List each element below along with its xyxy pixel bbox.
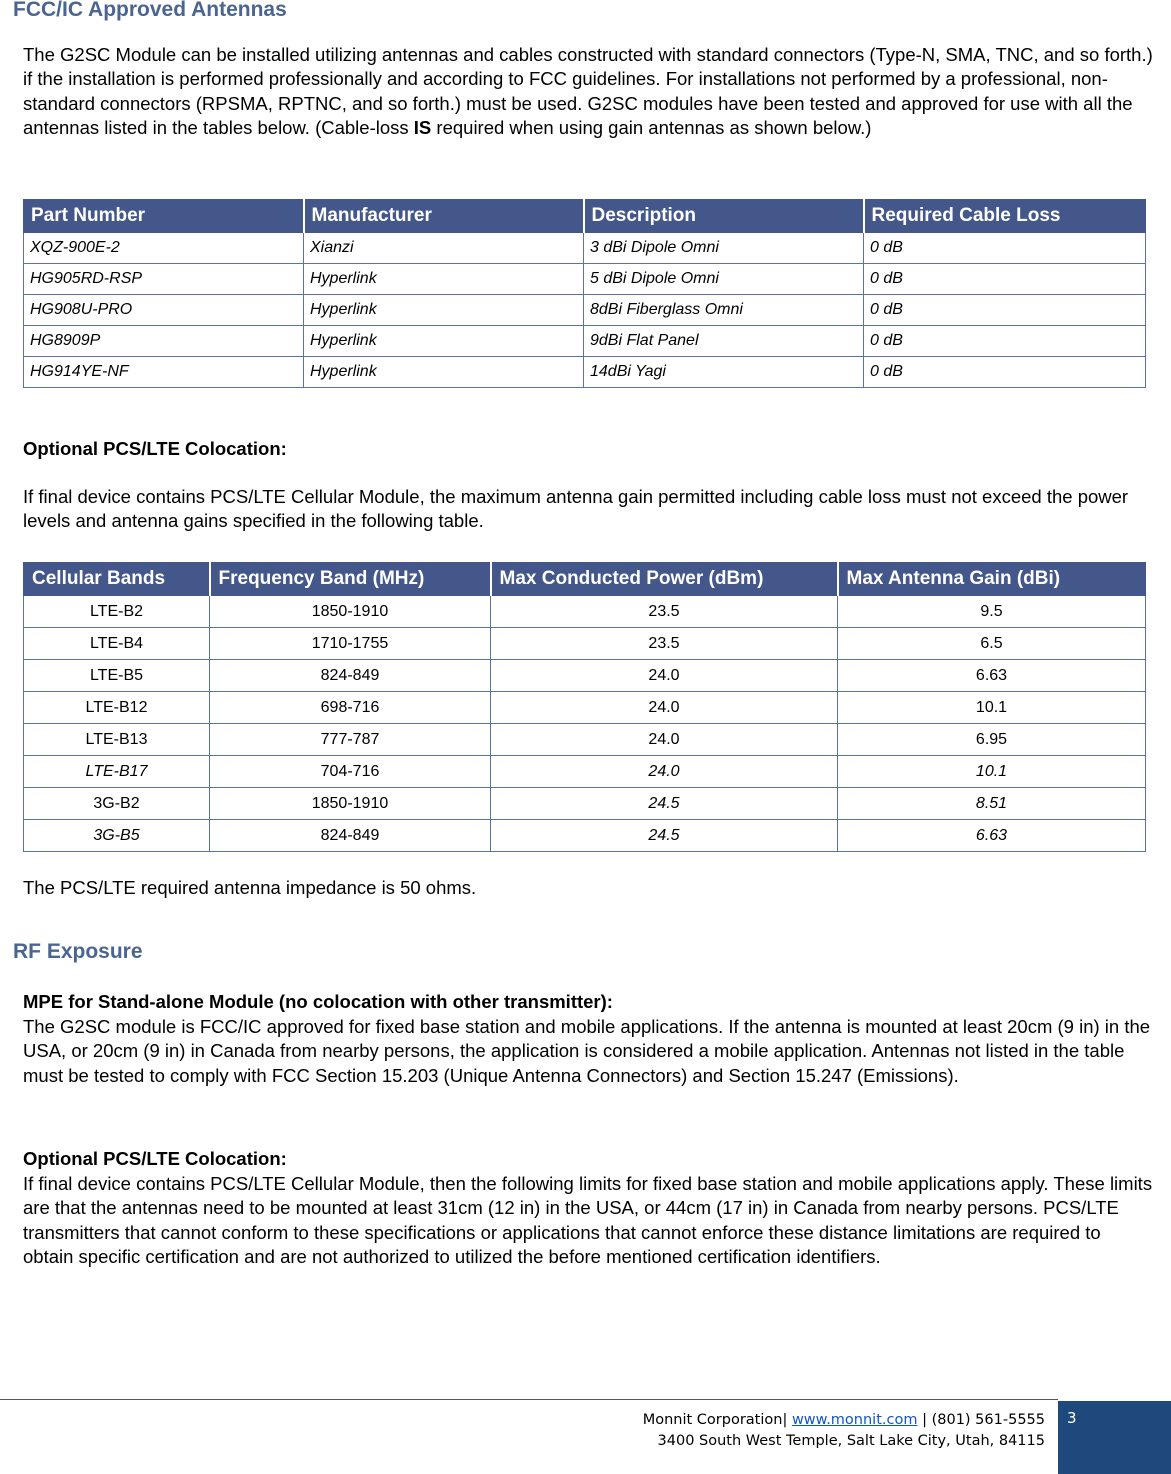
table-cell: 0 dB bbox=[864, 357, 1146, 388]
footer-phone: | (801) 561-5555 bbox=[917, 1412, 1045, 1428]
table-row bbox=[24, 756, 1146, 788]
footer-divider bbox=[0, 1399, 1058, 1400]
table-cell: 5 dBi Dipole Omni bbox=[584, 264, 864, 295]
table-cell: 6.95 bbox=[838, 724, 1146, 756]
table-cell: 3G-B2 bbox=[24, 788, 210, 820]
table-cell: HG8909P bbox=[24, 326, 304, 357]
table-cell: 24.0 bbox=[491, 724, 838, 756]
table-cell: Hyperlink bbox=[304, 264, 584, 295]
table-row bbox=[24, 233, 1146, 264]
impedance-note: The PCS/LTE required antenna impedance is 50 ohms. bbox=[23, 877, 477, 898]
intro-text: The G2SC Module can be installed utilizing antennas and cables constructed with standard connectors (Type-N, SMA, TNC, and so forth.) if the installation is performed professionally and according to FCC guidelines. For installations not performed by a professional, non-standard connectors (RPSMA, RPTNC, and so forth.) must be used. G2SC modules have been tested and approved for use with all the antennas listed in the tables below. (Cable-loss bbox=[23, 44, 1153, 139]
table-cell: HG905RD-RSP bbox=[24, 264, 304, 295]
column-header: Frequency Band (MHz) bbox=[210, 563, 491, 596]
intro-paragraph bbox=[23, 43, 1155, 141]
table-cell: LTE-B12 bbox=[24, 692, 210, 724]
table-cell: 0 dB bbox=[864, 233, 1146, 264]
table-cell: 24.5 bbox=[491, 820, 838, 852]
footer-company: Monnit Corporation| bbox=[642, 1412, 788, 1428]
table-row bbox=[24, 692, 1146, 724]
table-cell: LTE-B13 bbox=[24, 724, 210, 756]
table-cell: LTE-B17 bbox=[24, 756, 210, 788]
table-cell: 23.5 bbox=[491, 596, 838, 628]
table-cell: 8.51 bbox=[838, 788, 1146, 820]
page-number: 3 bbox=[1067, 1409, 1077, 1427]
table-header-row bbox=[24, 200, 1146, 233]
column-header: Max Conducted Power (dBm) bbox=[491, 563, 838, 596]
table-cell: 3G-B5 bbox=[24, 820, 210, 852]
footer-contact-line bbox=[643, 1410, 1045, 1431]
table-row bbox=[24, 295, 1146, 326]
table-row bbox=[24, 628, 1146, 660]
table-cell: 23.5 bbox=[491, 628, 838, 660]
table-cell: Hyperlink bbox=[304, 357, 584, 388]
column-header: Cellular Bands bbox=[24, 563, 210, 596]
table-cell: 704-716 bbox=[210, 756, 491, 788]
table-cell: 824-849 bbox=[210, 820, 491, 852]
table-cell: 24.5 bbox=[491, 788, 838, 820]
table-cell: HG914YE-NF bbox=[24, 357, 304, 388]
colocation-heading-text: Optional PCS/LTE Colocation: bbox=[23, 438, 287, 459]
table-row bbox=[24, 660, 1146, 692]
table-row bbox=[24, 264, 1146, 295]
column-header: Required Cable Loss bbox=[864, 200, 1146, 233]
column-header: Part Number bbox=[24, 200, 304, 233]
cellular-band-table bbox=[23, 562, 1146, 852]
table-cell: 14dBi Yagi bbox=[584, 357, 864, 388]
table-cell: 9.5 bbox=[838, 596, 1146, 628]
table-cell: 777-787 bbox=[210, 724, 491, 756]
table-cell: HG908U-PRO bbox=[24, 295, 304, 326]
table-cell: 0 dB bbox=[864, 295, 1146, 326]
table-row bbox=[24, 357, 1146, 388]
table-cell: 24.0 bbox=[491, 756, 838, 788]
column-header: Max Antenna Gain (dBi) bbox=[838, 563, 1146, 596]
footer-website-link[interactable]: www.monnit.com bbox=[791, 1412, 918, 1428]
intro-bold: IS bbox=[413, 117, 432, 139]
mpe-heading bbox=[23, 990, 1155, 1014]
table-cell: 9dBi Flat Panel bbox=[584, 326, 864, 357]
column-header: Manufacturer bbox=[304, 200, 584, 233]
table-cell: 1850-1910 bbox=[210, 788, 491, 820]
table-cell: 1710-1755 bbox=[210, 628, 491, 660]
column-header: Description bbox=[584, 200, 864, 233]
table-row bbox=[24, 788, 1146, 820]
table-cell: 698-716 bbox=[210, 692, 491, 724]
footer bbox=[643, 1410, 1045, 1452]
table-row bbox=[24, 724, 1146, 756]
table-cell: 1850-1910 bbox=[210, 596, 491, 628]
table-cell: 6.5 bbox=[838, 628, 1146, 660]
colocation-heading-2-text: Optional PCS/LTE Colocation: bbox=[23, 1148, 287, 1169]
table-cell: 3 dBi Dipole Omni bbox=[584, 233, 864, 264]
table-cell: 6.63 bbox=[838, 820, 1146, 852]
table-cell: Hyperlink bbox=[304, 326, 584, 357]
table-cell: 6.63 bbox=[838, 660, 1146, 692]
section-title-antennas: FCC/IC Approved Antennas bbox=[13, 0, 287, 21]
colocation-heading-1 bbox=[23, 437, 1155, 461]
table-cell: 0 dB bbox=[864, 264, 1146, 295]
antenna-table bbox=[23, 199, 1146, 388]
table-row bbox=[24, 326, 1146, 357]
table-cell: 10.1 bbox=[838, 756, 1146, 788]
table-row bbox=[24, 596, 1146, 628]
table-cell: 824-849 bbox=[210, 660, 491, 692]
page-number-box bbox=[1058, 1401, 1171, 1474]
mpe-paragraph: The G2SC module is FCC/IC approved for fixed base station and mobile applications. If the antenna is mounted at least 20cm (9 in) in the USA, or 20cm (9 in) in Canada from nearby persons, the application is considered a mobile application. Antennas not listed in the table must be tested to comply with FCC Section 15.203 (Unique Antenna Connectors) and Section 15.247 (Emissions). bbox=[23, 1016, 1151, 1086]
colocation-heading-2 bbox=[23, 1147, 1155, 1171]
table-header-row bbox=[24, 563, 1146, 596]
table-cell: LTE-B5 bbox=[24, 660, 210, 692]
footer-address: 3400 South West Temple, Salt Lake City, Utah, 84115 bbox=[657, 1433, 1045, 1449]
table-cell: 10.1 bbox=[838, 692, 1146, 724]
table-cell: LTE-B2 bbox=[24, 596, 210, 628]
table-cell: Xianzi bbox=[304, 233, 584, 264]
section-title-rf-exposure: RF Exposure bbox=[13, 940, 143, 963]
table-row bbox=[24, 820, 1146, 852]
table-cell: 0 dB bbox=[864, 326, 1146, 357]
colocation-paragraph-2: If final device contains PCS/LTE Cellular Module, then the following limits for fixed base station and mobile applications apply. These limits are that the antennas need to be mounted at least 31cm (12 in) in the USA, or 44cm (17 in) in Canada from nearby persons. PCS/LTE transmitters that cannot conform to these specifications or applications that cannot enforce these distance limitations are required to obtain specific certification and are not authorized to utilized the before mentioned certification identifiers. bbox=[23, 1173, 1153, 1268]
table-cell: 24.0 bbox=[491, 692, 838, 724]
intro-text-end: required when using gain antennas as shown below.) bbox=[431, 117, 872, 139]
table-cell: Hyperlink bbox=[304, 295, 584, 326]
table-cell: LTE-B4 bbox=[24, 628, 210, 660]
table-cell: 8dBi Fiberglass Omni bbox=[584, 295, 864, 326]
table-cell: XQZ-900E-2 bbox=[24, 233, 304, 264]
colocation-paragraph-1: If final device contains PCS/LTE Cellular Module, the maximum antenna gain permitted including cable loss must not exceed the power levels and antenna gains specified in the following table. bbox=[23, 486, 1129, 532]
table-cell: 24.0 bbox=[491, 660, 838, 692]
mpe-heading-text: MPE for Stand-alone Module (no colocation with other transmitter): bbox=[23, 991, 613, 1012]
